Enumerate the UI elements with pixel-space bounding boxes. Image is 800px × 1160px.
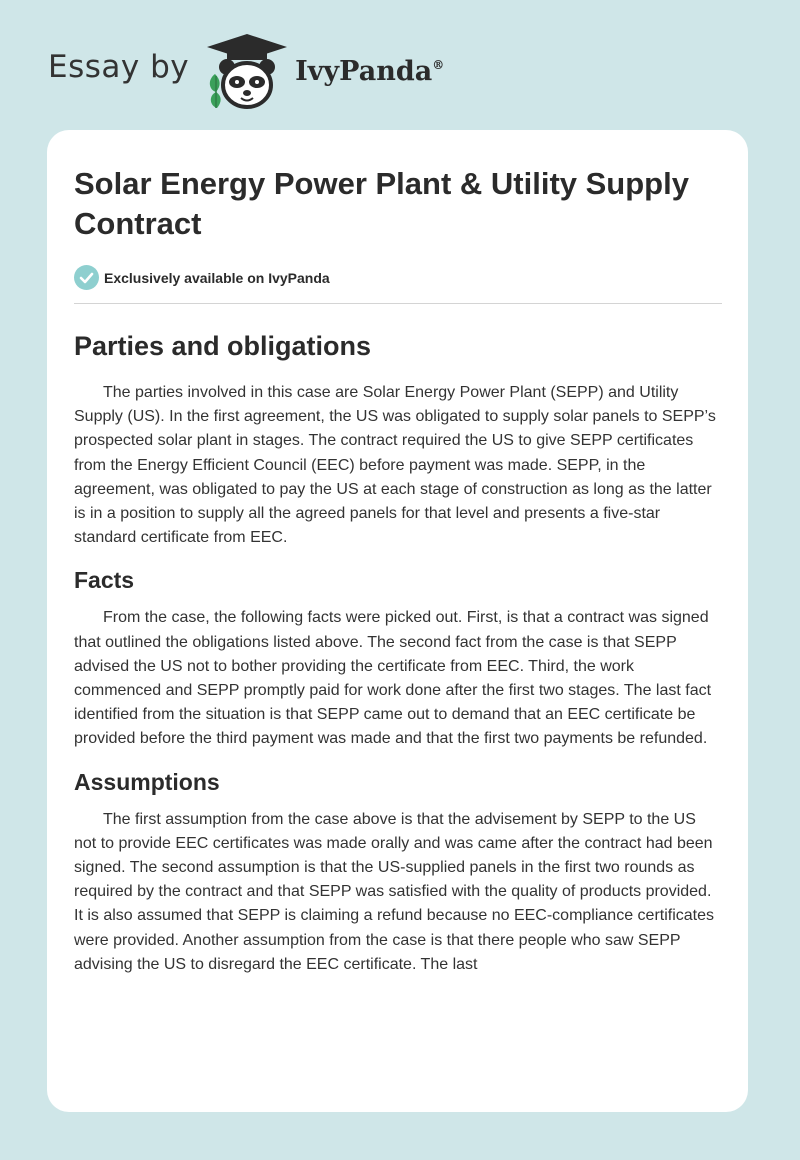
panda-logo-icon[interactable] xyxy=(203,30,291,110)
title-divider xyxy=(74,303,722,304)
section-paragraph-facts: From the case, the following facts were picked out. First, is that a contract was signed that outlined the obligations listed above. The second fact from the case is that SEPP advised the US not to bother providing the certificate from EEC. Third, the work commenced and SEPP promptly paid for work done after the first two stages. The last fact identified from the situation is that SEPP came out to demand that an EEC certificate be provided before the third payment was made and that the first two payments be refunded. xyxy=(74,609,712,748)
check-circle-icon xyxy=(74,265,99,290)
exclusive-label: Exclusively available on IvyPanda xyxy=(104,269,330,286)
article-title: Solar Energy Power Plant & Utility Supply Contract xyxy=(74,166,689,241)
section-paragraph-parties: The parties involved in this case are Solar Energy Power Plant (SEPP) and Utility Supply (US). In the first agreement, the US was obligated to supply solar panels to SEPP’s prospected solar plant in stages. The contract required the US to give SEPP certificates from the Energy Efficient Council (EEC) before payment was made. SEPP, in the agreement, was obligated to pay the US at each stage of construction as long as the latter is in a position to supply all the agreed panels for that level and presents a five-star standard certificate from EEC. xyxy=(74,384,716,547)
registered-mark: ® xyxy=(432,57,445,72)
article-card xyxy=(47,130,748,1112)
exclusive-badge xyxy=(74,265,722,290)
section-heading-facts: Facts xyxy=(74,567,135,594)
section-heading-parties: Parties and obligations xyxy=(74,331,372,361)
section-heading-assumptions: Assumptions xyxy=(74,768,220,795)
site-header xyxy=(48,30,444,110)
section-paragraph-assumptions: The first assumption from the case above is that the advisement by SEPP to the US not to provide EEC certificates was made orally and was came after the contract had been signed. The second assumption is that the US-supplied panels in the first two rounds as required by the contract and that SEPP was satisfied with the quality of products provided. It is also assumed that SEPP is claiming a refund because no EEC-compliance certificates were provided. Another assumption from the case is that there people who saw SEPP advising the US to disregard the EEC certificate. The last xyxy=(74,810,715,973)
brand-name[interactable]: IvyPanda® xyxy=(295,55,445,87)
essay-by-label: Essay by xyxy=(48,49,190,85)
